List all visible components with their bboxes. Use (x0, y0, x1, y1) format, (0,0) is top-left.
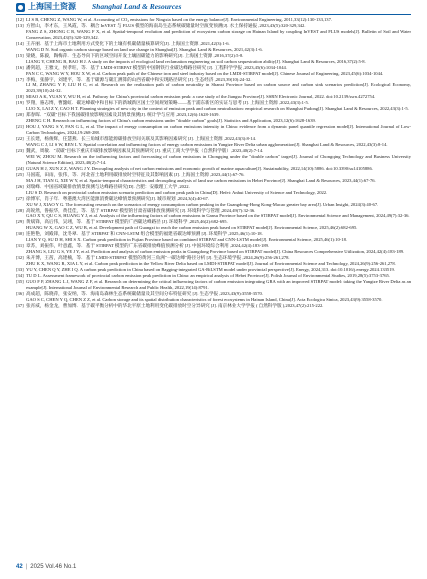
page-footer (16, 563, 76, 573)
reference-text: YU Y, CHEN Q Y, ZHE I Q. A carbon peak prediction in China based on Bagging-integrated GA-BiLSTM model under provincial perspective[J]. Energy, 2024,313. doi:10.1016/j.energy.2024.133519. (26, 267, 395, 273)
reference-text: LIU S D. Research on provincial carbon emission scenario prediction and carbon peak path in China[D]. Hefei: Anhui University of Science and Technology, 2022. (26, 189, 328, 195)
reference-text: 黄斌锋，高后伟，吴翊，等．基于 STIRPAT 模型的广西碳达峰路径 [J]. 环境科学 ,2025,46(2):682-695. (26, 219, 228, 225)
reference-text: WANG D N. Soil organic carbon storage based on land use change in Shanghai[J]. Shanghai Land & Resources, 2021,42(3):1-6. (26, 46, 263, 52)
reference-number: [27] (16, 195, 24, 201)
reference-number: [35] (16, 278, 24, 284)
reference-number: [25] (16, 171, 24, 177)
reference-text: 王卉丽．基于上海市土地利用方式变化下的土壤有机碳储量核算研究[J]. 上海国土资源 ,2021,42(3):1-6. (26, 40, 230, 46)
reference-text: PAN C C, WANG W Y, HOU X W, et al. Carbon peak path of the Chinese iron and steel industry based on the LMDI-STIRPAT model[J]. Chinese Journal of Engineering, 2023,45(6):1034-1044. (26, 70, 384, 76)
reference-text: LI S B, CHENG Z, WANG W, et al. Accounting of CO₂ emissions for Ningxia based on the energy balance[J]. Environmental Engineering, 2011,33(12):130-133,137. (26, 17, 333, 22)
reference-text: ZHANG S, LIU G S, YE J Y, et al. Prediction and analysis of carbon emission peaks in Guangdong Province based on STIRPAT model[J]. China Resources Comprehensive Utilization, 2024,42(4):183-189. (26, 249, 405, 255)
reference-number: [30] (16, 231, 24, 237)
reference-number: [23] (16, 147, 24, 153)
reference-item (16, 279, 411, 291)
reference-text: 章苏，刘振伟，叶意鑫，等．基于 STIRPAT 模型的广东省碳排放峰值预测分析 [J]. 中国环境综合利用 ,2024,42(4):183-189. (26, 243, 270, 249)
reference-text: ZHENG C H. Research on influencing factors of China's carbon emissions under "double carbon" goals[J]. Statistics and Application, 2023,12(6):1628-1639. (26, 118, 316, 124)
reference-item (16, 29, 411, 41)
reference-text: 徐博军，肖子年．粤港澳大湾区能源消费碳达峰情景预测研究[J]. 城市规划 ,2024,3(4):40-67. (26, 195, 209, 201)
reference-number: [26] (16, 183, 24, 189)
reference-text: TU D L. Assessment framework of provincial carbon emission peak prediction in China: an empirical analysis of Hebei Province[J]. Polish Journal of Environmental Studies, 2019,28(5):3753-3765. (26, 272, 390, 278)
journal-name-en: Shanghai Land & Resources (92, 2, 182, 11)
reference-text: 高锐然，鲁振华，黄佳佳，等．基于 STIRPAT 模型的甘肃省碳排放预测研究 [J]. 环境科学与管理 ,2024,49(7):32-36. (26, 207, 256, 213)
journal-logo-icon (16, 3, 25, 12)
reference-text: GUO F P, ZHANG L J, WANG Z F, et al. Research on determining the critical influencing factors of carbon emission integrating GRA with an improved STIRPAT model: taking the Yangtze River Delta as an example[J]. International Journal of Environmental Research and Public Health, 2022,19(14):8791. (26, 278, 411, 290)
reference-text: 朱开博，王茜，高建楠，等．基于 LMDI-STIRPAT 模型的黄河三角洲"一碳达峰"路径分析 [J]. 生态环境学报 ,2024,26(9):256-261,278. (26, 255, 290, 261)
reference-text: 李梅，张静宇，刘建平，等．基于碳源与碳汇测算的山西省碳中和实现路径研究 [J]. 生态经济 ,2023,39(10):24-32. (26, 76, 252, 82)
reference-number: [28] (16, 207, 24, 213)
journal-name-cn: 上海国土资源 (28, 2, 76, 11)
reference-text: 连艳艳，刘殿锋，沈冬翠．基于 STIRPAT 和 CNN-LSTM 组合模型的福建省碳达峰预测 [J]. 环境科学 ,2025,46(1):10-18. (26, 231, 263, 237)
reference-text: 马国霞，田雨，张伟，等．河北省土地利用碳排放时空特征及其影响因素 [J]. 上海国土资源 ,2023,44(1):67-76. (26, 171, 245, 177)
reference-text: LIAN Y Q, SU D H, SHI S X. Carbon peak prediction in Fujian Province based on combined STIRPAT and CNN-LSTM model[J]. Environmental Science, 2025,46(1):10-18. (26, 237, 348, 243)
reference-text: GAO S C, CHEN Y Q, CHEN Z Z, et al. Carbon storage and its spatial distribution characteristics of forest ecosystems in Hainan Island, China[J]. Acta Ecologica Sinica, 2023,43(9):3558-3570. (26, 296, 383, 302)
reference-text: 刘瑞峰．中国省域碳排放情景预测与达峰路径研究[D]. 合肥：安徽理工大学 ,2022. (26, 183, 190, 189)
reference-text: GAO X Y, QU C S, HUANG Y J, et al. Analysis of the influencing factors of carbon emissions in Gansu Province based on the STIRPAT model[J]. Environmental Science and Management, 2024,49(7):32-36. (26, 213, 410, 219)
reference-number: [16] (16, 64, 24, 70)
reference-text: HUANG W X, GAO C Z, WU B, et al. Development path of Guangxi to reach the carbon emission peak based on STIRPAT model[J]. Environmental Science, 2025,46(2):682-695. (26, 225, 358, 231)
reference-number: [17] (16, 76, 24, 82)
reference-number: [33] (16, 267, 24, 273)
reference-number: [18] (16, 94, 24, 100)
reference-text: XU W J, XIAO Y G. The forecasting research on the scenarios of energy consumption carbon peaking in the Guangdong-Hong Kong-Macao greater bay area[J]. Urban Insight, 2024(3):40-67. (26, 201, 379, 207)
reference-text: 方智山，李才东，王凤霞，等．耦合 InVEST 与 FLUS 模型的海南岛生态系统碳储量时空演变预测[J]. 水土保持通报 ,2023,43(5):320-329,342. (26, 22, 306, 28)
reference-number: [19] (16, 100, 24, 106)
reference-number: [34] (16, 272, 24, 278)
reference-item (16, 154, 411, 166)
reference-text: 潘剑超，王雅文，侯孝旺，等．基于 LMDI-STIRPAT 模型的中国钢铁行业碳达峰路径研究 [J]. 工程科学学报 ,2023,45(6):1034-1044. (26, 64, 287, 70)
reference-text: 高成超，陈晓萍，张安纳，等．海南岛森林生态系统碳储量及其空间分布特征研究 [J]. 生态学报 ,2023,43(9):3558-3570. (26, 290, 263, 296)
reference-item (16, 303, 411, 309)
reference-text: FANG Z S, ZHONG C R, WANG F X, et al. Spatial-temporal evolution and prediction of ecosystem carbon storage on Hainan Island by coupling InVEST and FLUS models[J]. Bulletin of Soil and Water Conservation, 2023,43(5):320-329,342. (26, 28, 411, 40)
reference-number: [24] (16, 165, 24, 171)
page-number: 42 (16, 564, 23, 570)
reference-number: [12] (16, 17, 24, 22)
reference-text: WANG C J, LI S W, REN L Y. Spatial correlation and influencing factors of energy carbon emissions in Yangtze River Delta urban agglomeration[J]. Shanghai Land & Resources, 2022,43(3):8-14. (26, 142, 388, 148)
reference-text: 魏武，周敏．"双碳"目标下重庆市碳排放影响因素及其预测研究 [J]. 重庆工商大学学报（自然科学版）,2023,40(2):7-14. (26, 147, 264, 153)
reference-number: [14] (16, 40, 24, 46)
reference-text: GUAN H J, XUN Z Z, WANG J Y. Decoupling analysis of net carbon emissions and economic growth of marine aquaculture[J]. Sustainability, 2022,14(10):5886. doi:10.3390/su14105886. (26, 165, 373, 171)
reference-text: 罗翔，骆志博，曹懿虹．碳达峰碳中和目标下的新城新区国土空间规划策略——基于浦东新区的实证与思考 [J]. 上海国土资源 ,2022,43(3):1-5. (26, 100, 309, 106)
footer-separator: | (25, 564, 28, 570)
reference-text: 张宵威，杨金龙，曹加博．基于碳平衡分析中的华北平原土地利用变化碳排放时空分异研究 [J]. 南京林业大学学报 ( 自然科学版 ),2023,47(2):215-222. (26, 302, 324, 308)
reference-text: HOU J, YANG S Y, FAN G L, et al. The impact of energy consumption on carbon emissions intensity in China: evidence from a dynamic panel quantile regression model[J]. International Journal of Low-Carbon Technologies, 2024,19:268-288. (26, 124, 411, 136)
reference-number: [20] (16, 112, 24, 118)
reference-number: [36] (16, 290, 24, 296)
reference-text: LUO X, LAI Z Y, CAO H T. Planning strategies of new city in the context of emission peak and carbon neutralization: empirical research on Shanghai Pudong[J]. Shanghai Land & Resources, 2022,43(3):1-5. (26, 106, 409, 112)
reference-item (16, 82, 411, 94)
reference-number: [29] (16, 219, 24, 225)
header-divider (16, 14, 411, 15)
reference-number: [22] (16, 136, 24, 142)
reference-text: 梁晓，陈毅，陶梅萍．生态导向下的区域空间开发土壤固碳能力的影响研究[J]. 上海国土资源 ,2016,37(2):5-8. (26, 52, 244, 58)
reference-number: [21] (16, 124, 24, 130)
reference-text: LIANG Y, CHENG B, BAO H J. A study on the impacts of ecological land reclamation engineering on soil carbon sequestration ability[J]. Shanghai Land & Resources, 2016,37(2):5-8. (26, 58, 366, 64)
reference-text: ZHU K X, WANG R, XIA L Y, et al. Carbon peak prediction in the Yellow River Delta based on LMDI-STIRPAT model[J]. Journal of Environmental Science and Technology, 2024,26(9):256-261,278. (26, 261, 396, 267)
reference-number: [32] (16, 255, 24, 261)
journal-header (0, 0, 427, 14)
reference-text: MA J H, TIAN G, XIE W Y, et al. Spatio-temporal characteristics and decoupling analysis of land use carbon emissions in Hebei Province[J]. Shanghai Land & Resources, 2023,44(1):67-76. (26, 177, 376, 183)
issue-info: 2025 Vol.46 No.1 (30, 564, 77, 570)
reference-number: [15] (16, 52, 24, 58)
reference-number: [13] (16, 22, 24, 28)
reference-number: [37] (16, 302, 24, 308)
reference-number: [31] (16, 243, 24, 249)
reference-list (16, 17, 411, 309)
reference-item (16, 124, 411, 136)
reference-text: WEI W, ZHOU M. Research on the influencing factors and forecasting of carbon emissions in Chongqing under the "double carbon" target[J]. Journal of Chongqing Technology and Business University (Natural Science Edition), 2023,40(2):7-14. (26, 153, 411, 165)
reference-text: MIAO A K, YUAN Y, WU H, et al. Pathway for China's provincial carbon emission peak: a case study of the Jiangsu Province[J]. SSRN Electronic Journal, 2022. doi:10.2139/ssrn.4272754. (26, 94, 376, 100)
reference-text: LI M, ZHANG Y F, LIU H C, et al. Research on the realization path of carbon neutrality in Shanxi Province based on carbon source and carbon sink scenarios prediction[J]. Ecological Economy, 2023,39(10):24-32. (26, 82, 411, 94)
reference-text: 王长建，杨俊辉，任慧燕．长三角城市群能源碳排放空间关联及其影响因素研究 [J]. 上海国土资源 ,2022,43(3):8-14. (26, 136, 257, 142)
reference-text: 郑春晖．"双碳"目标下我国碳排放影响因素及其情景预测[J]. 统计学与应用 ,2023,12(6):1628-1639. (26, 112, 220, 118)
